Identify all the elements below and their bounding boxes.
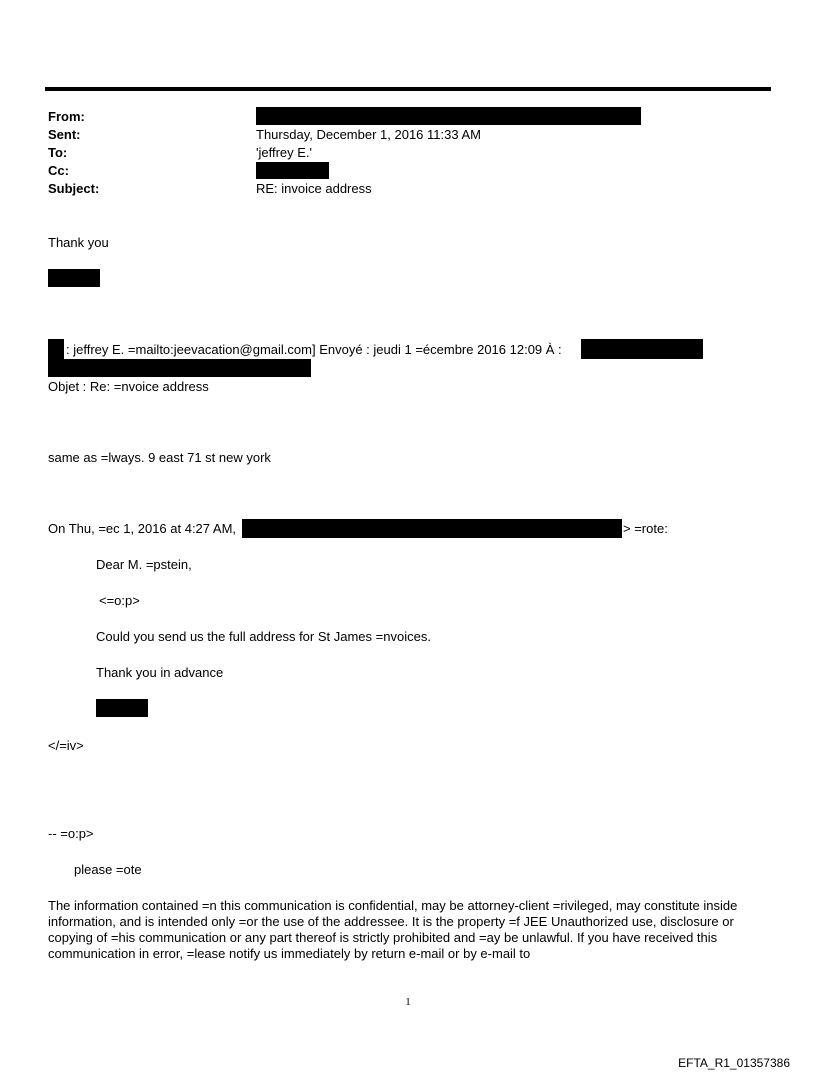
to-label: To: (48, 145, 68, 160)
confidentiality-disclaimer: The information contained =n this communication is confidential, may be attorney-client =rivileged, may constitute inside information, and is intended only =or the use of the addressee. It is the property =f JEE Unauthorized use, disclosure or copying of =his communication or any part thereof is strictly prohibited and =ay be unlawful. If you have received this communication in error, =lease notify us immediately by return e-mail or by e-mail to (48, 898, 738, 961)
quoted-signature-redaction (96, 699, 148, 717)
cc-redaction (256, 162, 329, 179)
from-redaction (256, 107, 641, 125)
cc-label: Cc: (48, 163, 69, 178)
div-close-line: </=iv> (48, 738, 84, 753)
from-prefix-redaction (48, 339, 64, 359)
dash-op-line: -- =o:p> (48, 826, 94, 841)
signature-redaction (48, 269, 100, 287)
forward-header-line: : jeffrey E. =mailto:jeevacation@gmail.com] Envoyé : jeudi 1 =écembre 2016 12:09 À : (66, 342, 562, 357)
page-number: 1 (405, 996, 411, 1008)
dear-line: Dear M. =pstein, (96, 557, 192, 572)
on-thu-suffix: > =rote: (623, 521, 668, 536)
header-rule (45, 87, 771, 91)
cc-line-redaction (48, 359, 311, 377)
could-you-line: Could you send us the full address for St James =nvoices. (96, 629, 431, 644)
objet-line: Objet : Re: =nvoice address (48, 379, 209, 394)
from-label: From: (48, 109, 85, 124)
subject-label: Subject: (48, 181, 100, 196)
same-as-line: same as =lways. 9 east 71 st new york (48, 450, 271, 465)
thank-you-text: Thank you (48, 235, 109, 250)
sent-value: Thursday, December 1, 2016 11:33 AM (256, 127, 481, 142)
to-value: 'jeffrey E.' (256, 145, 313, 160)
please-note-line: please =ote (74, 862, 142, 877)
sent-label: Sent: (48, 127, 81, 142)
recipient-redaction (581, 339, 703, 359)
sender-redaction (242, 519, 622, 538)
op-tag-line: <=o:p> (99, 593, 140, 608)
thanks-advance-line: Thank you in advance (96, 665, 224, 680)
subject-value: RE: invoice address (256, 181, 372, 196)
on-thu-prefix: On Thu, =ec 1, 2016 at 4:27 AM, (48, 521, 237, 536)
document-id: EFTA_R1_01357386 (678, 1056, 790, 1070)
